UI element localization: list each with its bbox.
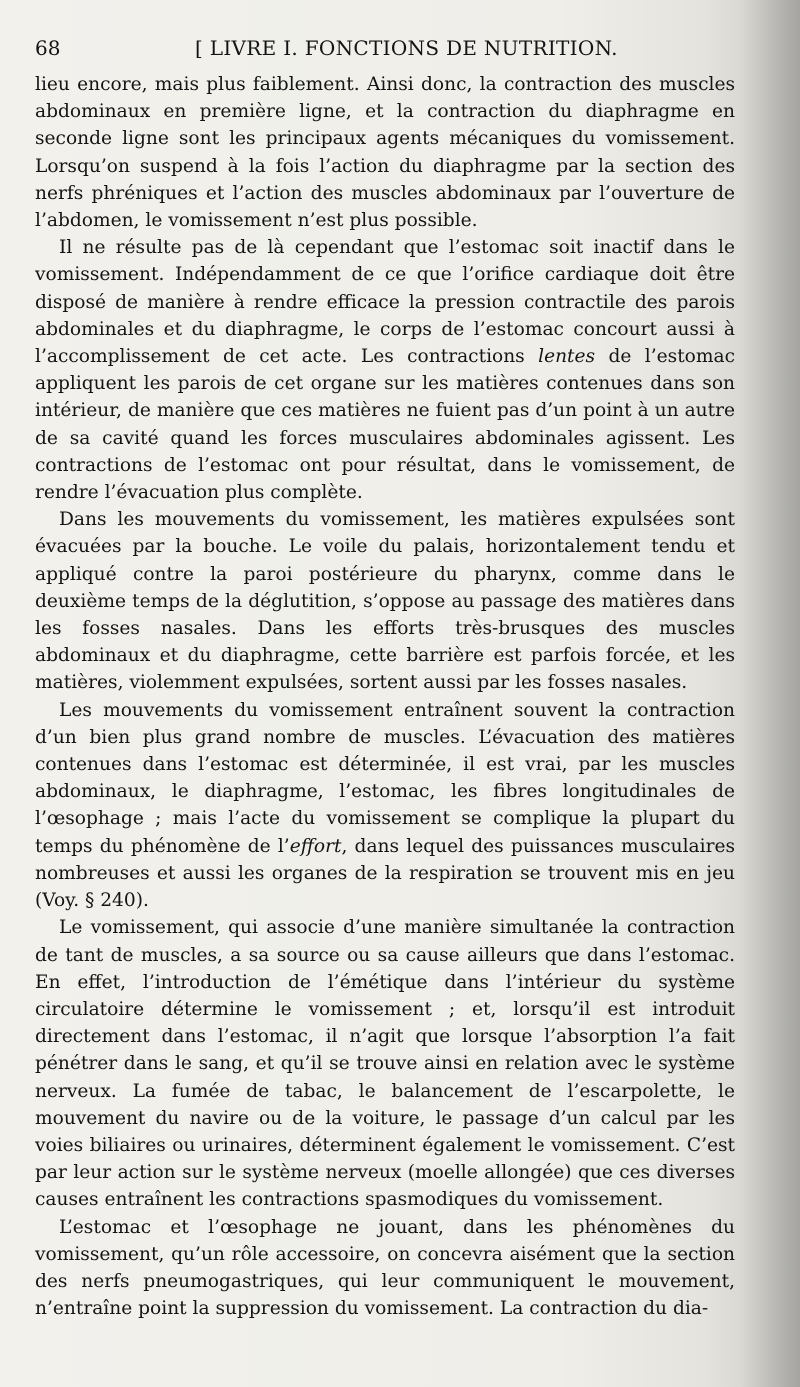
paragraph-4-part-1: Les mouvements du vomissement entraînent souvent la contraction d’un bien plus grand nombre de muscles. L’évacuation des matières contenues dans l’estomac est déterminée, il est vrai, par les muscles abdominaux, le diaphragme, l’estomac, les fibres longitudinales de l’œsophage ; mais l’acte du vomissement se complique la plupart du temps du phénomène de l’ <box>35 699 735 857</box>
paragraph-1: lieu encore, mais plus faiblement. Ainsi donc, la contraction des muscles abdominaux en première ligne, et la contraction du diaphragme en seconde ligne sont les principaux agents mécaniques du vomissement. Lorsqu’on suspend à la fois l’action du diaphragme par la section des nerfs phréniques et l’action des muscles abdominaux par l’ouverture de l’abdomen, le vomissement n’est plus possible. <box>35 74 735 232</box>
paragraph-4-part-2: , dans lequel des puissances musculaires nombreuses et aussi les organes de la respiration se trouvent mis en jeu (Voy. § 240). <box>35 835 736 912</box>
paragraph-2-part-1: Il ne résulte pas de là cependant que l’estomac soit inactif dans le vomissement. Indépendamment de ce que l’orifice cardiaque doit être disposé de manière à rendre efficace la pression contractile des parois abdominales et du diaphragme, le corps de l’estomac concourt aussi à l’accomplissement de cet acte. Les contractions <box>35 237 735 368</box>
paragraph-3: Dans les mouvements du vomissement, les matières expulsées sont évacuées par la bouche. Le voile du palais, horizontalement tendu et appliqué contre la paroi postérieure du pharynx, comme dans le deuxième temps de la déglutition, s’oppose au passage des matières dans les fosses nasales. Dans les efforts très-brusques des muscles abdominaux et du diaphragme, cette barrière est parfois forcée, et les matières, violemment expulsées, sortent aussi par les fosses nasales. <box>35 509 735 694</box>
page-number: 68 <box>35 36 61 60</box>
italic-word-effort: effort <box>289 835 342 857</box>
paragraph-4 <box>35 697 735 915</box>
paragraph-2 <box>35 234 735 506</box>
paragraph-6: L’estomac et l’œsophage ne jouant, dans les phénomènes du vomissement, qu’un rôle accessoire, on concevra aisément que la section des nerfs pneumogastriques, qui leur communiquent le mouvement, n’entraîne point la suppression du vomissement. La contraction du dia- <box>35 1216 735 1320</box>
paragraph-2-part-2: de l’estomac appliquent les parois de cet organe sur les matières contenues dans son intérieur, de manière que ces matières ne fuient pas d’un point à un autre de sa cavité quand les forces musculaires abdominales agissent. Les contractions de l’estomac ont pour résultat, dans le vomissement, de rendre l’évacuation plus complète. <box>35 346 735 504</box>
paragraph-5: Le vomissement, qui associe d’une manière simultanée la contraction de tant de muscles, a sa source ou sa cause ailleurs que dans l’estomac. En effet, l’introduction de l’émétique dans l’intérieur du système circulatoire détermine le vomissement ; et, lorsqu’il est introduit directement dans l’estomac, il n’agit que lorsque l’absorption l’a fait pénétrer dans le sang, et qu’il se trouve ainsi en relation avec le système nerveux. La fumée de tabac, le balancement de l’escarpolette, le mouvement du navire ou de la voiture, le passage d’un calcul par les voies biliaires ou urinaires, déterminent également le vomissement. C’est par leur action sur le système nerveux (moelle allongée) que ces diverses causes entraînent les contractions spasmodiques du vomissement. <box>35 917 735 1211</box>
running-head: [ LIVRE I. FONCTIONS DE NUTRITION. <box>195 36 618 60</box>
italic-word-lentes: lentes <box>538 346 596 368</box>
page-edge-shadow <box>740 0 800 1387</box>
page-header <box>35 33 775 63</box>
body-text <box>35 71 735 1322</box>
